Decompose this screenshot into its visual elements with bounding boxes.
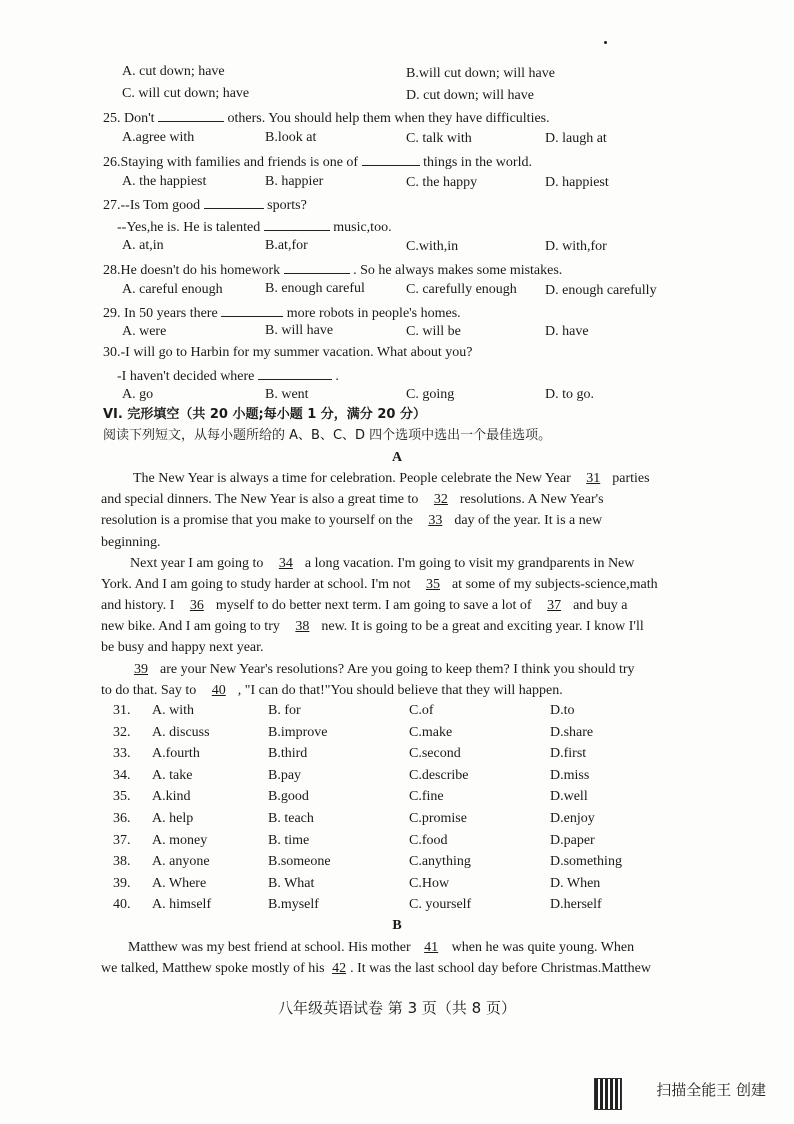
option-number: 37. <box>113 832 131 848</box>
passage-text: York. And I am going to study harder at school. I'm not <box>101 577 414 592</box>
option-b: B. What <box>268 875 315 891</box>
q25-option-a: A.agree with <box>122 130 195 145</box>
q29-option-b: B. will have <box>265 323 334 338</box>
option-c: C.promise <box>409 811 467 826</box>
passage-text: day of the year. It is a new <box>454 513 603 528</box>
passage-text: myself to do better next term. I am going to save a lot of <box>215 598 536 613</box>
passage-a-line <box>101 639 264 657</box>
passage-text: Next year I am going to <box>130 556 267 571</box>
option-number: 35. <box>113 789 131 805</box>
q24-option-b: B.will cut down; will have <box>406 66 555 81</box>
section-title: VI. 完形填空（共 20 小题;每小题 1 分，满分 20 分） <box>103 407 426 422</box>
option-c: C.of <box>409 703 434 718</box>
blank-number[interactable]: 31 <box>586 471 601 486</box>
option-a: A. discuss <box>152 724 210 740</box>
passage-text: and special dinners. The New Year is also a great time to <box>101 492 422 507</box>
passage-a-line <box>101 597 628 615</box>
blank-number[interactable]: 41 <box>424 940 439 955</box>
passage-a-line <box>101 618 644 636</box>
blank-number[interactable]: 32 <box>433 492 448 507</box>
answer-blank[interactable] <box>158 107 224 122</box>
passage-a-line <box>133 470 650 488</box>
answer-blank[interactable] <box>258 365 332 380</box>
q26-option-d: D. happiest <box>545 175 609 190</box>
option-number: 31. <box>113 703 131 718</box>
q26-option-b: B. happier <box>265 174 324 189</box>
passage-a-line <box>101 491 604 509</box>
blank-number[interactable]: 34 <box>278 556 293 571</box>
q24-option-a: A. cut down; have <box>122 64 225 79</box>
passage-text: new. It is going to be a great and exciting year. I know I'll <box>321 619 644 634</box>
option-c: C.fine <box>409 789 444 805</box>
option-b: B.third <box>268 746 308 762</box>
q27-option-c: C.with,in <box>406 239 459 254</box>
q30-option-d: D. to go. <box>545 387 594 402</box>
blank-number[interactable]: 42 <box>332 961 347 976</box>
q27-option-a: A. at,in <box>122 238 164 253</box>
q29-option-a: A. were <box>122 324 167 339</box>
option-d: D.paper <box>550 832 595 848</box>
q29-stem: 29. In 50 years there more robots in people's homes. <box>103 302 461 323</box>
q29-option-d: D. have <box>545 324 589 339</box>
q27-option-b: B.at,for <box>265 238 308 253</box>
q24-option-c: C. will cut down; have <box>122 86 250 101</box>
passage-b-label: B <box>392 918 402 933</box>
answer-blank[interactable] <box>362 151 420 166</box>
answer-blank[interactable] <box>264 216 330 231</box>
option-a: A. with <box>152 703 194 718</box>
passage-text: are your New Year's resolutions? Are you going to keep them? I think you should try <box>160 662 635 677</box>
qr-code-icon <box>594 1078 622 1110</box>
option-c: C.describe <box>409 767 469 783</box>
option-a: A.kind <box>152 789 191 805</box>
option-a: A. Where <box>152 875 207 891</box>
option-b: B.improve <box>268 724 328 740</box>
q28-option-b: B. enough careful <box>265 281 365 296</box>
option-d: D.share <box>550 724 594 740</box>
q30-option-c: C. going <box>406 387 455 402</box>
q28-option-a: A. careful enough <box>122 282 223 297</box>
passage-text: resolution is a promise that you make to yourself on the <box>101 513 417 528</box>
option-c: C.anything <box>409 854 471 870</box>
option-number: 34. <box>113 767 131 783</box>
option-b: B. for <box>268 703 301 718</box>
passage-text: and buy a <box>573 598 628 613</box>
q28-option-c: C. carefully enough <box>406 282 517 297</box>
option-a: A. money <box>152 832 208 848</box>
passage-b-line-2: we talked, Matthew spoke mostly of his 42 . It was the last school day before Christmas.Matthew <box>101 961 652 976</box>
option-a: A. take <box>152 767 193 783</box>
q25-option-d: D. laugh at <box>545 131 607 146</box>
passage-text: resolutions. A New Year's <box>459 492 604 507</box>
q25-option-b: B.look at <box>265 130 317 145</box>
option-number: 38. <box>113 854 131 870</box>
blank-number[interactable]: 38 <box>295 619 310 634</box>
passage-a-label: A <box>391 450 403 465</box>
blank-number[interactable]: 37 <box>547 598 562 613</box>
passage-a-line <box>101 534 161 552</box>
option-c: C.How <box>409 875 450 891</box>
passage-a-line <box>122 661 635 679</box>
option-b: B.good <box>268 789 309 805</box>
passage-text: , "I can do that!"You should believe that they will happen. <box>237 683 563 698</box>
q27-option-d: D. with,for <box>545 239 607 254</box>
answer-blank[interactable] <box>221 302 283 317</box>
option-d: D.well <box>550 789 588 805</box>
answer-blank[interactable] <box>284 259 350 274</box>
q28-option-d: D. enough carefully <box>545 283 657 298</box>
passage-text: to do that. Say to <box>101 683 200 698</box>
passage-text: beginning. <box>101 535 161 550</box>
option-b: B.myself <box>268 897 319 913</box>
q25-option-c: C. talk with <box>406 131 472 146</box>
q25-stem: 25. Don't others. You should help them when they have difficulties. <box>103 107 550 128</box>
speck <box>604 41 607 44</box>
passage-a-line <box>130 555 634 573</box>
q26-option-a: A. the happiest <box>122 174 207 189</box>
passage-b-line-1: Matthew was my best friend at school. His mother 41 when he was quite young. When <box>128 940 635 955</box>
option-b: B. teach <box>268 811 314 826</box>
option-d: D.enjoy <box>550 811 595 826</box>
q30-option-b: B. went <box>265 387 309 402</box>
passage-a-line <box>101 576 658 594</box>
section-instruction: 阅读下列短文，从每小题所给的 A、B、C、D 四个选项中选出一个最佳选项。 <box>103 428 552 443</box>
option-b: B. time <box>268 832 310 848</box>
option-a: A. himself <box>152 897 212 913</box>
passage-text: and history. I <box>101 598 178 613</box>
option-c: C.second <box>409 746 461 762</box>
option-d: D.herself <box>550 897 602 913</box>
q28-stem: 28.He doesn't do his homework . So he always makes some mistakes. <box>103 259 562 280</box>
passage-text: be busy and happy next year. <box>101 640 264 655</box>
q30-stem: 30.-I will go to Harbin for my summer vacation. What about you? <box>103 345 473 360</box>
option-d: D. When <box>550 875 601 891</box>
option-d: D.first <box>550 746 587 762</box>
blank-number[interactable]: 39 <box>134 662 148 677</box>
option-c: C.food <box>409 832 448 848</box>
option-number: 40. <box>113 897 131 913</box>
q30-option-a: A. go <box>122 387 154 402</box>
option-number: 39. <box>113 875 131 891</box>
option-d: D.miss <box>550 767 590 783</box>
q30-stem-2: -I haven't decided where . <box>117 365 339 386</box>
option-number: 33. <box>113 746 131 762</box>
blank-number[interactable]: 40 <box>211 683 226 698</box>
option-a: A. anyone <box>152 854 210 870</box>
option-d: D.to <box>550 703 575 718</box>
q27-stem: 27.--Is Tom good sports? <box>103 194 307 215</box>
option-c: C.make <box>409 724 453 740</box>
q24-option-d: D. cut down; will have <box>406 88 534 103</box>
option-c: C. yourself <box>409 897 472 913</box>
page-footer: 八年级英语试卷 第 3 页（共 8 页） <box>278 999 516 1017</box>
q27-stem-2: --Yes,he is. He is talented music,too. <box>117 216 392 237</box>
blank-number[interactable]: 33 <box>428 513 443 528</box>
q29-option-c: C. will be <box>406 324 461 339</box>
passage-a-line <box>101 682 563 700</box>
option-a: A.fourth <box>152 746 200 762</box>
option-b: B.someone <box>268 854 331 870</box>
q26-stem: 26.Staying with families and friends is one of things in the world. <box>103 151 532 172</box>
q26-option-c: C. the happy <box>406 175 478 190</box>
option-number: 36. <box>113 811 131 826</box>
option-number: 32. <box>113 724 131 740</box>
passage-text: new bike. And I am going to try <box>101 619 284 634</box>
option-d: D.something <box>550 854 622 870</box>
passage-text: parties <box>612 471 650 486</box>
passage-text: at some of my subjects-science,math <box>451 577 658 592</box>
blank-number[interactable]: 35 <box>425 577 440 592</box>
answer-blank[interactable] <box>204 194 264 209</box>
option-b: B.pay <box>268 767 302 783</box>
passage-a-line <box>101 512 602 530</box>
passage-text: The New Year is always a time for celebration. People celebrate the New Year <box>133 471 575 486</box>
scanner-watermark: 扫描全能王 创建 <box>656 1081 766 1099</box>
option-a: A. help <box>152 811 194 826</box>
passage-text: a long vacation. I'm going to visit my grandparents in New <box>304 556 635 571</box>
blank-number[interactable]: 36 <box>189 598 204 613</box>
